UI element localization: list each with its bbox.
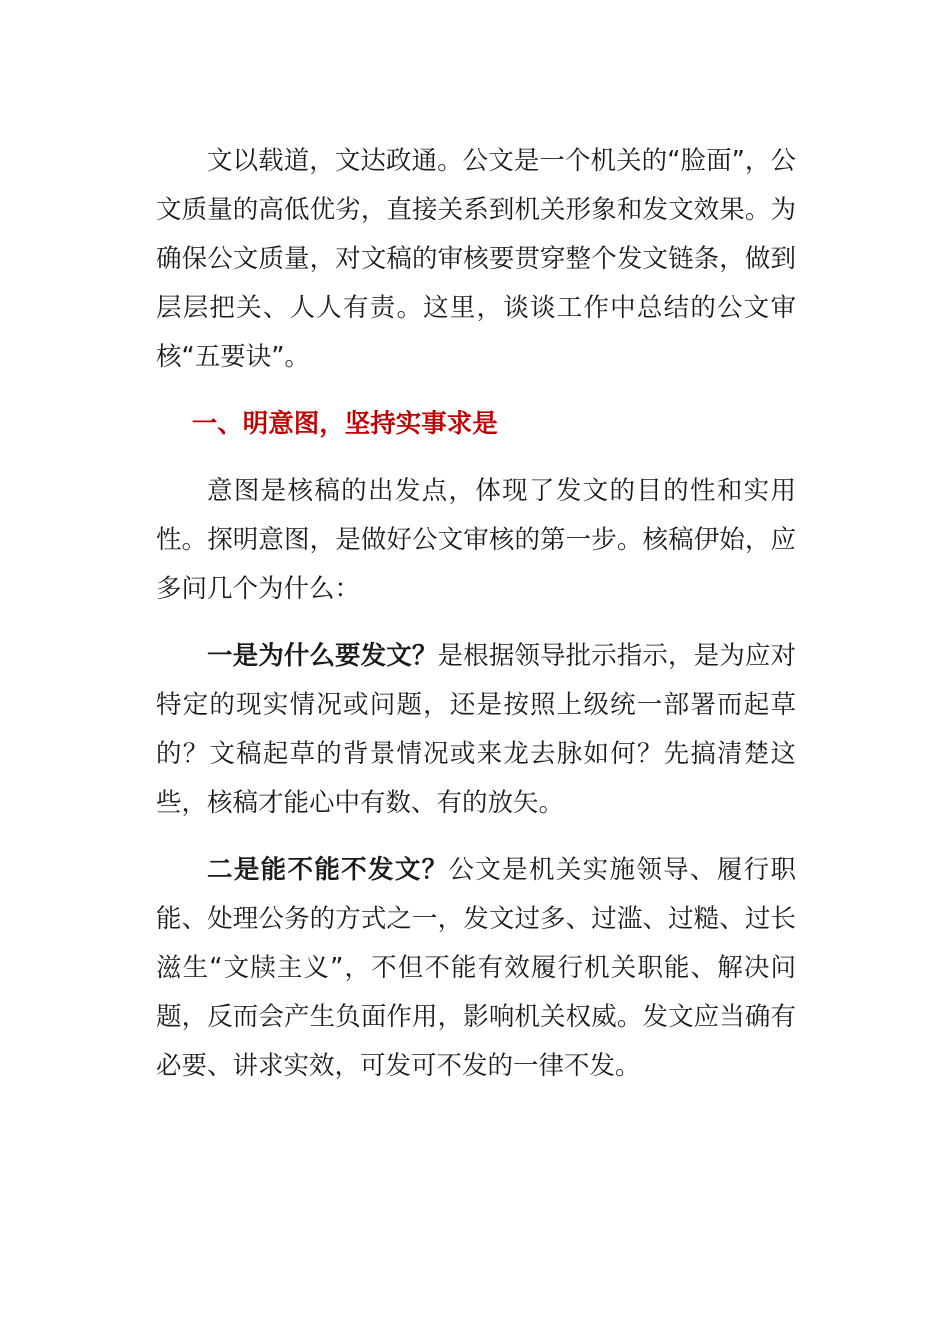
intro-paragraph: 文以载道，文达政通。公文是一个机关的“脸面”，公文质量的高低优劣，直接关系到机关形象和发文效果。为确保公文质量，对文稿的审核要贯穿整个发文链条，做到层层把关、人人有责。这里，谈谈工作中总结的公文审核“五要诀”。 xyxy=(156,146,796,372)
point-one-paragraph xyxy=(156,632,796,828)
point-two-text: 公文是机关实施领导、履行职能、处理公务的方式之一，发文过多、过滥、过糙、过长滋生“文牍主义”，不但不能有效履行机关职能、解决问题，反而会产生负面作用，影响机关权威。发文应当确有必要、讲求实效，可发可不发的一律不发。 xyxy=(156,855,796,1081)
point-one-lead: 一是为什么要发文？ xyxy=(207,641,438,671)
document-page xyxy=(156,137,796,1109)
point-two-lead: 二是能不能不发文？ xyxy=(207,855,449,885)
section-heading: 一、明意图，坚持实事求是 xyxy=(191,409,498,439)
section-paragraph: 意图是核稿的出发点，体现了发文的目的性和实用性。探明意图，是做好公文审核的第一步。核稿伊始，应多问几个为什么： xyxy=(156,476,796,604)
point-two-paragraph xyxy=(156,846,796,1091)
point-one-text: 是根据领导批示指示，是为应对特定的现实情况或问题，还是按照上级统一部署而起草的？文稿起草的背景情况或来龙去脉如何？先搞清楚这些，核稿才能心中有数、有的放矢。 xyxy=(156,641,796,818)
